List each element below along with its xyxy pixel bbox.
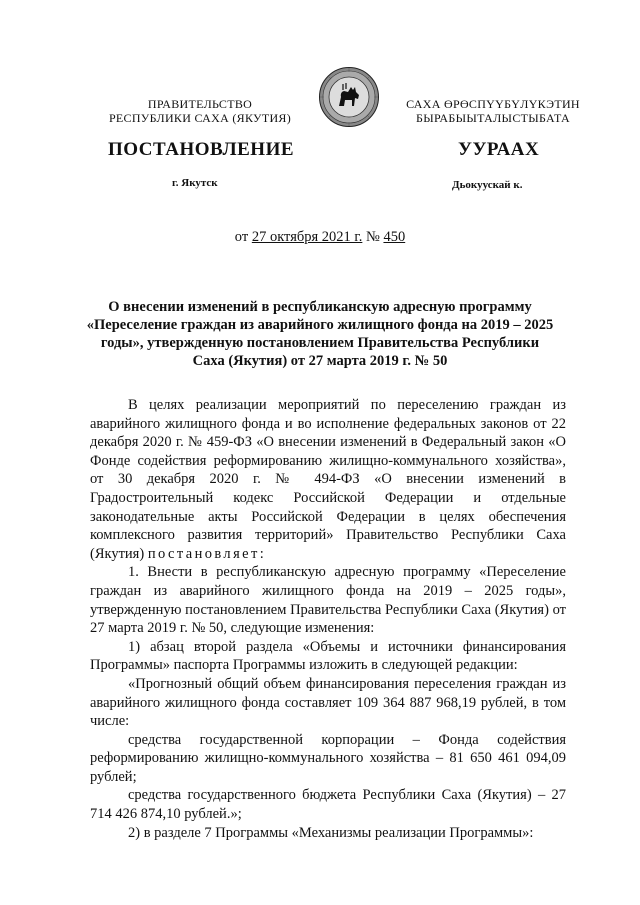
government-name-ru	[95, 97, 305, 125]
government-name-sah-line1: САХА ӨРӨСПҮҮБҮЛҮКЭТИН	[406, 97, 580, 111]
government-name-ru-line2: РЕСПУБЛИКИ САХА (ЯКУТИЯ)	[108, 111, 292, 125]
financing-total-paragraph: «Прогнозный общий объем финансирования переселения граждан из аварийного жилищного фонда составляет 109 364 887 968,19 рублей, в том числе:	[90, 675, 566, 730]
government-name-sah	[388, 97, 598, 125]
preamble-paragraph	[90, 396, 566, 563]
date-prefix: от	[234, 229, 252, 245]
title-line2: «Переселение граждан из аварийного жилищного фонда на 2019 – 2025	[86, 317, 554, 333]
decree-date-line	[0, 229, 640, 246]
item-1-paragraph: 1. Внести в республиканскую адресную программу «Переселение граждан из аварийного жилищного фонда на 2019 – 2025 годы», утвержденную постановлением Правительства Республики Саха (Якутия) от 27 марта 2019 г. № 50, следующие изменения:	[90, 564, 566, 637]
fund-financing-paragraph: средства государственной корпорации – Фонда содействия реформированию жилищно-коммунального хозяйства – 81 650 461 094,09 рублей;	[90, 731, 566, 785]
city-ru: г. Якутск	[172, 177, 218, 189]
decree-body	[90, 396, 566, 842]
city-sah: Дьокуускай к.	[452, 179, 523, 191]
decree-date: 27 октября 2021 г.	[251, 229, 363, 245]
subitem-1-paragraph: 1) абзац второй раздела «Объемы и источники финансирования Программы» паспорта Программы изложить в следующей редакции:	[90, 638, 566, 674]
government-name-sah-line2: БЫРАБЫЫТАЛЫСТЫБАТА	[416, 111, 570, 125]
government-name-ru-line1: ПРАВИТЕЛЬСТВО	[147, 97, 253, 111]
decree-number: 450	[383, 229, 406, 245]
title-line4: Саха (Якутия) от 27 марта 2019 г. № 50	[192, 353, 448, 369]
preamble-text: В целях реализации мероприятий по переселению граждан из аварийного жилищного фонда и во исполнение федеральных законов от 22 декабря 2020 г. № 459-ФЗ «О внесении изменений в Федеральный закон «О Фонде содействия реформированию жилищно-коммунального хозяйства», от 30 декабря 2020 г. № 494-ФЗ «О внесении изменений в Градостроительный кодекс Российской Федерации и отдельные законодательные акты Российской Федерации в целях обеспечения комплексного развития территорий» Правительство Республики Саха (Якутия)	[90, 397, 566, 562]
resolves-word: постановляет:	[147, 545, 267, 562]
budget-financing-paragraph: средства государственного бюджета Республики Саха (Якутия) – 27 714 426 874,10 рублей.»;	[90, 787, 566, 823]
decree-title	[70, 298, 570, 370]
title-line3: годы», утвержденную постановлением Правительства Республики	[100, 335, 540, 351]
document-type-sah: УУРААХ	[458, 139, 540, 160]
document-type-ru: ПОСТАНОВЛЕНИЕ	[108, 139, 295, 160]
subitem-2-paragraph: 2) в разделе 7 Программы «Механизмы реализации Программы»:	[128, 824, 534, 841]
number-sign: №	[362, 229, 384, 245]
coat-of-arms-emblem	[318, 66, 380, 128]
title-line1: О внесении изменений в республиканскую адресную программу	[108, 299, 532, 315]
